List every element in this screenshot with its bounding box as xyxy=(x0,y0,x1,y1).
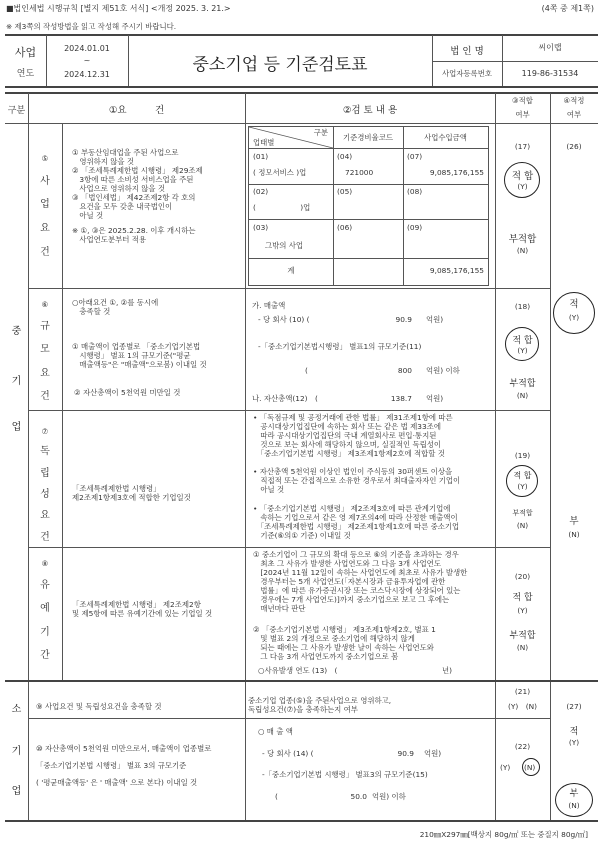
fit-19-no: (19) xyxy=(514,451,531,460)
small-std-open: ( xyxy=(275,792,278,801)
header-category: 구분 xyxy=(7,105,26,116)
header-review: ②검 토 내 용 xyxy=(342,105,398,116)
grace-req-label: ⑧ 유 예 기 간 xyxy=(40,559,50,661)
grid-row1-no: (01) xyxy=(253,152,269,161)
proper-26-no: (26) xyxy=(566,142,582,151)
section-label-sme-1: 중 xyxy=(11,326,22,337)
scale-req-item1: ① 매출액이 업종별로 「중소기업기본법 시행령」 별표 1의 규모기준("평균 매출액등"은 "매출액"으로봄) 이내일 것 xyxy=(72,342,207,369)
fit-19-yes-code: (Y) xyxy=(517,482,528,491)
grid-row1-code: 721000 xyxy=(345,168,374,177)
scale-req-intro: ○아래요건 ①, ②를 동시에 충족할 것 xyxy=(72,298,159,316)
proper-27-no: (27) xyxy=(566,702,582,711)
scale-asset-unit: 억원) xyxy=(426,394,444,403)
grid-col-income: 사업수입금액 xyxy=(424,133,467,142)
fit-19-no-code: (N) xyxy=(516,521,529,530)
grace-occur-unit[interactable]: 년) xyxy=(442,666,453,675)
small-std-value: 50.0 xyxy=(350,792,367,801)
small-sales-label: ○ 매 출 액 xyxy=(258,727,293,736)
grace-item-2: ② 「중소기업기본법 시행령」 제3조제1항제2호, 별표 1 및 별표 2의 개정으로 중소기업에 해당하지 않게 되는 때에는 그 사유가 발생한 날이 속하는 사업연도와 그 다음 3개 사업연도까지 중소기업으로 봄 xyxy=(253,625,436,661)
scale-own-label: - 당 회사 (10) ( xyxy=(258,315,310,324)
small-own-unit: 억원) xyxy=(424,749,442,758)
small-own-value: 90.9 xyxy=(397,749,414,758)
proper-no[interactable]: 부 xyxy=(569,516,579,527)
scale-std-unit: 억원) 이하 xyxy=(426,366,460,375)
fit-22-no: (22) xyxy=(514,742,531,751)
grid-row3-income-no: (09) xyxy=(407,223,423,232)
header-requirement: ①요 건 xyxy=(108,105,165,116)
scale-std-label: -「중소기업기본법시행령」 별표1의 규모기준(11) xyxy=(258,342,422,351)
proper-27-yes[interactable]: 적 xyxy=(569,727,579,737)
period-start: 2024.01.01 xyxy=(64,44,110,53)
small-own-label: - 당 회사 (14) ( xyxy=(262,749,314,758)
period-separator: ~ xyxy=(83,56,91,65)
small-std-label: -「중소기업기본법 시행령」 별표3의 규모기준(15) xyxy=(262,770,428,779)
scale-own-value: 90.9 xyxy=(395,315,412,324)
industry-grid xyxy=(248,126,489,286)
fit-22-y[interactable]: (Y) xyxy=(500,763,511,772)
scale-own-unit: 억원) xyxy=(426,315,444,324)
page-info: (4쪽 중 제1쪽) xyxy=(541,4,594,13)
fit-20-no-label[interactable]: 부적합 xyxy=(509,631,536,641)
grid-row2-income-no: (08) xyxy=(407,187,423,196)
grid-total-income: 9,085,176,155 xyxy=(429,266,484,275)
corp-name-value: 씨이랩 xyxy=(538,43,562,52)
fit-18-no: (18) xyxy=(514,302,531,311)
proper-yes[interactable]: 적 xyxy=(569,299,579,310)
small-row1-req: ⑨ 사업요건 및 독립성요건을 충족할 것 xyxy=(36,702,162,711)
grid-row2-name: ( )업 xyxy=(253,203,311,212)
grid-row3-name: 그밖의 사업 xyxy=(265,241,304,250)
biz-no-label: 사업자등록번호 xyxy=(442,69,492,78)
grid-total-label: 계 xyxy=(287,266,295,275)
page-title: 중소기업 등 기준검토표 xyxy=(192,55,368,75)
fit-17-no-code: (N) xyxy=(516,246,529,255)
independence-bullet-1: • 「독점규제 및 공정거래에 관한 법률」 제31조제1항에 따른 공시대상기업집단에 속하는 회사 또는 같은 법 제33조에 따라 공시대상기업집단의 국내 계열회사로 편입·통지된 것으로 보는 회사에 해당하지 않으며, 실질적인 독립성이 「중소기업기본법 시행령」 제3조제1항제2호에 적합할 것 xyxy=(253,413,453,458)
biz-no-value: 119-86-31534 xyxy=(521,69,579,78)
paper-spec: 210㎜X297㎜[백상지 80g/㎡ 또는 중질지 80g/㎡] xyxy=(419,830,588,839)
header-fit: ③적합 xyxy=(512,96,533,105)
grace-occur-label: ○사유발생 연도 (13) ( xyxy=(258,666,338,675)
grace-req-text: 「조세특례제한법 시행령」 제2조제2항 및 제5항에 따른 유예기간에 있는 기업일 것 xyxy=(72,600,213,618)
fit-18-yes[interactable]: 적 합 xyxy=(512,336,533,346)
fit-21-yn[interactable]: (Y) (N) xyxy=(508,702,537,711)
corp-name-label: 법 인 명 xyxy=(450,46,484,57)
grid-row1-name: ( 정모서비스 )업 xyxy=(253,168,307,177)
section-label-small-2: 기 xyxy=(11,746,22,757)
grid-corner-top: 구분 xyxy=(313,128,328,137)
independence-bullet-2: • 자산총액 5천억원 이상인 법인이 주식등의 30퍼센트 이상을 직접적 또는 간접적으로 소유한 경우로서 최대출자자인 기업이 아닐 것 xyxy=(253,467,461,494)
period-label-1: 사업 xyxy=(14,46,37,59)
grid-corner-bottom: 업태별 xyxy=(253,138,275,147)
header-fit-2: 여부 xyxy=(515,110,530,119)
grace-item-1: ① 중소기업이 그 규모의 확대 등으로 ⑥의 기준을 초과하는 경우 최초 그 사유가 발생한 사업연도와 그 다음 3개 사업연도 [2024년 11월 12일이 속하는 사업연도에 최초로 사유가 발생한 경우부터는 5개 사업연도(「자본시장과 금융투자업에 관한 법률」에 따른 유가증권시장 또는 코스닥시장에 상장되어 있는 경우에는 7개 사업연도)]까지 중소기업으로 보고 그 후에는 매년마다 판단 xyxy=(253,550,468,613)
section-label-sme-2: 기 xyxy=(11,376,22,387)
section-label-small-1: 소 xyxy=(11,704,22,715)
period-label-2: 연도 xyxy=(16,69,35,79)
fit-19-yes[interactable]: 적 합 xyxy=(513,471,532,480)
small-row2-req: ⑩ 자산총액이 5천억원 미만으로서, 매출액이 업종별로 「중소기업기본법 시행령」 별표 3의 규모기준 ( '평균매출액등' 은 ' 매출액' 으로 본다) 이내일 것 xyxy=(36,744,212,787)
grid-row3-code-no: (06) xyxy=(337,223,353,232)
instruction-note: ※ 제3쪽의 작성방법을 읽고 작성해 주시기 바랍니다. xyxy=(6,22,177,31)
fit-17-no-label[interactable]: 부적합 xyxy=(508,234,537,245)
header-proper: ④적정 xyxy=(563,96,585,105)
fit-20-no: (20) xyxy=(514,572,531,581)
independence-req-label: ⑦ 독 립 성 요 건 xyxy=(40,427,50,543)
fit-17-no: (17) xyxy=(514,142,531,151)
proper-no-code: (N) xyxy=(568,530,580,539)
header-proper-2: 여부 xyxy=(566,110,582,119)
independence-bullet-3: • 「중소기업기본법 시행령」 제2조제3호에 따른 관계기업에 속하는 기업으로서 같은 영 제7조의4에 따라 산정한 매출액이 「조세특례제한법 시행령」 제2조제1항제1호에 따른 중소기업 기준(⑥의① 기준) 이내일 것 xyxy=(253,504,460,540)
scale-req-label: ⑥ 규 모 요 건 xyxy=(40,300,50,402)
business-req-label: ⑤ 사 업 요 건 xyxy=(40,154,50,258)
fit-22-n[interactable]: (N) xyxy=(524,763,536,772)
independence-req-text: 「조세특례제한법 시행령」 제2조제1항제3호에 적합한 기업일것 xyxy=(72,484,191,502)
scale-req-item2: ② 자산총액이 5천억원 미만일 것 xyxy=(74,388,181,397)
proper-27-no-code: (N) xyxy=(568,801,580,810)
grid-row1-income: 9,085,176,155 xyxy=(429,168,484,177)
fit-17-yes-code: (Y) xyxy=(517,182,528,191)
business-req-items: ① 부동산임대업을 주된 사업으로 영위하지 않을 것 ② 「조세특례제한법 시행령」 제29조제 3항에 따른 소비성 서비스업을 주된 사업으로 영위하지 않을 것 ③ 「법인세법」 제42조제2항 각 호의 요건을 모두 갖춘 내국법인이 아닐 것 ※ ①, ③은 2025.2.28. 이후 개시하는 사업연도분부터 적용 xyxy=(72,148,203,244)
scale-asset-label: 나. 자산총액(12) ( xyxy=(252,394,318,403)
fit-20-yes[interactable]: 적 합 xyxy=(512,593,533,603)
scale-asset-value: 138.7 xyxy=(390,394,412,403)
section-label-small-3: 업 xyxy=(11,786,22,797)
grid-row2-no: (02) xyxy=(253,187,269,196)
grid-col-code: 기준경비율코드 xyxy=(343,133,393,142)
scale-sales-label: 가. 매출액 xyxy=(252,301,286,310)
fit-20-yes-code: (Y) xyxy=(517,606,528,615)
fit-18-yes-code: (Y) xyxy=(517,346,528,355)
small-std-unit: 억원) 이하 xyxy=(372,792,406,801)
fit-17-yes[interactable]: 적 합 xyxy=(511,171,534,182)
form-reference: ■법인세법 시행규칙 [별지 제51호 서식] <개정 2025. 3. 21.> xyxy=(6,4,231,13)
grid-row1-income-no: (07) xyxy=(407,152,423,161)
proper-27-no-label[interactable]: 부 xyxy=(569,789,579,799)
fit-21-no: (21) xyxy=(514,687,531,696)
grid-row3-no: (03) xyxy=(253,223,269,232)
section-label-sme-3: 업 xyxy=(11,422,22,433)
small-row1-review: 중소기업 업종(⑤)을 주된사업으로 영위하고, 독립성요건(⑦)을 충족하는지 여부 xyxy=(248,696,392,714)
fit-18-no-code: (N) xyxy=(516,391,529,400)
fit-19-no-label[interactable]: 부적합 xyxy=(512,509,533,517)
proper-yes-code: (Y) xyxy=(568,313,580,322)
scale-std-open: ( xyxy=(305,366,308,375)
grid-row2-code-no: (05) xyxy=(337,187,353,196)
fit-18-no-label[interactable]: 부적합 xyxy=(509,379,536,389)
period-end: 2024.12.31 xyxy=(64,70,110,79)
scale-std-value: 800 xyxy=(397,366,412,375)
grid-row1-code-no: (04) xyxy=(337,152,353,161)
fit-20-no-code: (N) xyxy=(516,643,529,652)
proper-27-yes-code: (Y) xyxy=(568,738,580,747)
